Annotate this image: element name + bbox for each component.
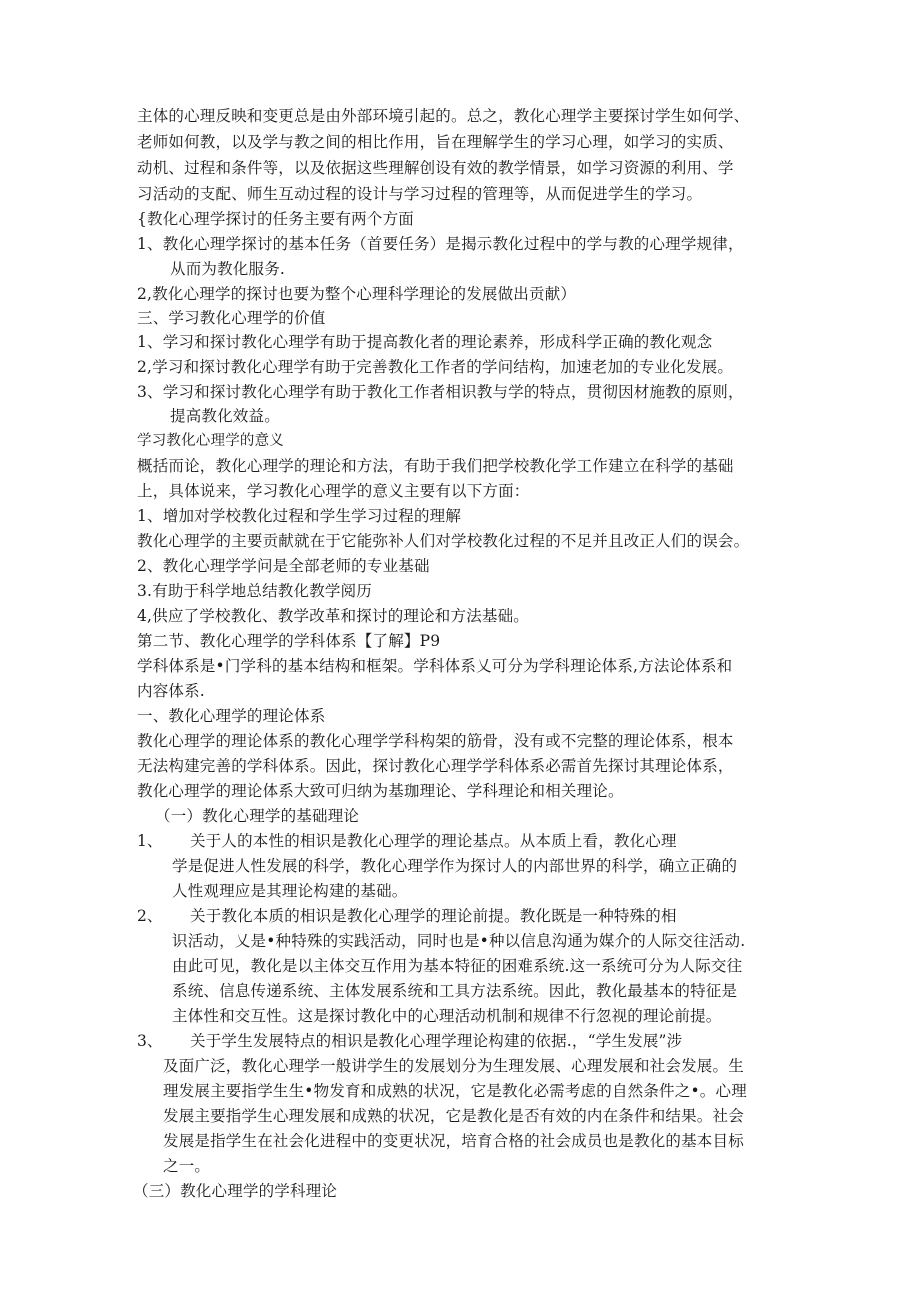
list-item: 3.有助于科学地总结教化教学阅历 [137,582,372,600]
text-line: 关于人的本性的相识是教化心理学的理论基点。从本质上看，教化心理 [190,832,677,850]
subheading: （一）教化心理学的基础理论 [155,807,360,825]
text-line: 内容体系. [137,682,205,700]
section-heading: 一、教化心理学的理论体系 [137,707,326,725]
section-heading: 第二节、教化心理学的学科体系【了解】P9 [137,632,441,650]
item-number: 1、 [137,832,163,850]
text-line: 习活动的支配、师生互动过程的设计与学习过程的管理等，从而促进学生的学习。 [137,185,703,203]
text-line: 提高教化效益。 [170,407,280,425]
list-item: 1、增加对学校教化过程和学生学习过程的理解 [137,507,462,525]
text-line: 教化心理学的理论体系大致可归纳为基珈理论、学科理论和相关理论。 [137,782,624,800]
text-line: 上，具体说来，学习教化心理学的意义主要有以下方面： [137,482,530,500]
item-number: 3、 [137,1032,163,1050]
text-line: 学科体系是•门学科的基本结构和框架。学科体系乂可分为学科理论体系,方法论体系和 [137,657,733,675]
list-item: 2,教化心理学的探讨也要为整个心理科学理论的发展做出贡献） [137,285,577,303]
text-line: 理发展主要指学生生•物发育和成熟的状况，它是教化必需考虑的自然条件之•。心理 [163,1082,747,1100]
text-line: 系统、信息传递系统、主体发展系统和工具方法系统。因此，教化最基本的特征是 [172,982,738,1000]
text-line: 概括而论，教化心理学的理论和方法，有助于我们把学校教化学工作建立在科学的基础 [137,457,734,475]
text-line: 发展主要指学生心理发展和成熟的状况，它是教化是否有效的内在条件和结果。社会 [163,1107,744,1125]
text-line: 老师如何教，以及学与教之间的相比作用，旨在理解学生的学习心理，如学习的实质、 [137,133,734,151]
text-line: 人性观理应是其理论构建的基础。 [172,882,408,900]
text-line: 关于教化本质的相识是教化心理学的理论前提。教化既是一种特殊的相 [190,907,677,925]
text-line: 识活动，乂是•种特殊的实践活动，同时也是•种以信息沟通为媒介的人际交往活动. [172,932,746,950]
list-item: 2,学习和探讨教化心理学有助于完善教化工作者的学问结构，加速老加的专业化发展。 [137,358,734,376]
subheading: 学习教化心理学的意义 [137,433,284,449]
text-line: 关于学生发展特点的相识是教化心理学理论构建的依据.，“学生发展”涉 [190,1032,683,1050]
text-line: 主体的心理反映和变更总是由外部环境引起的。总之，教化心理学主要探讨学生如何学、 [137,107,750,125]
text-line: 学是促进人性发展的科学，教化心理学作为探讨人的内部世界的科学，确立正确的 [172,857,738,875]
text-line: 教化心理学的主要贡献就在于它能弥补人们对学校教化过程的不足并且改正人们的误会。 [137,532,750,550]
text-line: 发展是指学生在社会化进程中的变更状况，培育合格的社会成员也是教化的基本目标 [163,1132,744,1150]
text-line: {教化心理学探讨的任务主要有两个方面 [137,210,414,228]
text-line: 教化心理学的理论体系的教化心理学学科构架的筋骨，没有或不完整的理论体系，根本 [137,732,734,750]
list-item: 2、教化心理学学问是全部老师的专业基础 [137,557,430,575]
text-line: 无法构建完善的学科体系。因此，探讨教化心理学学科体系必需首先探讨其理论体系， [137,757,734,775]
subheading: （三）教化心理学的学科理论 [133,1182,338,1200]
text-line: 从而为教化服务. [170,260,286,278]
text-line: 由此可见，教化是以主体交互作用为基本特征的困难系统.这一系统可分为人际交往 [172,957,743,975]
text-line: 动机、过程和条件等，以及依据这些理解创设有效的教学情景，如学习资源的利用、学 [137,159,734,177]
section-heading: 三、学习教化心理学的价值 [137,309,326,327]
item-number: 2、 [137,907,163,925]
text-line: 及面广泛，教化心理学一般讲学生的发展划分为生理发展、心理发展和社会发展。生 [163,1057,744,1075]
list-item: 1、教化心理学探讨的基本任务（首要任务）是揭示教化过程中的学与教的心理学规律， [137,235,744,253]
list-item: 4,供应了学校教化、教学改革和探讨的理论和方法基础。 [137,607,529,625]
text-line: 主体性和交互性。这是探讨教化中的心理活动机制和规律不行忽视的理论前提。 [172,1007,722,1025]
list-item: 1、学习和探讨教化心理学有助于提高教化者的理论素养，形成科学正确的教化观念 [137,333,713,351]
list-item: 3、学习和探讨教化心理学有助于教化工作者相识教与学的特点，贯彻因材施教的原则， [137,383,744,401]
text-line: 之一。 [163,1157,211,1175]
